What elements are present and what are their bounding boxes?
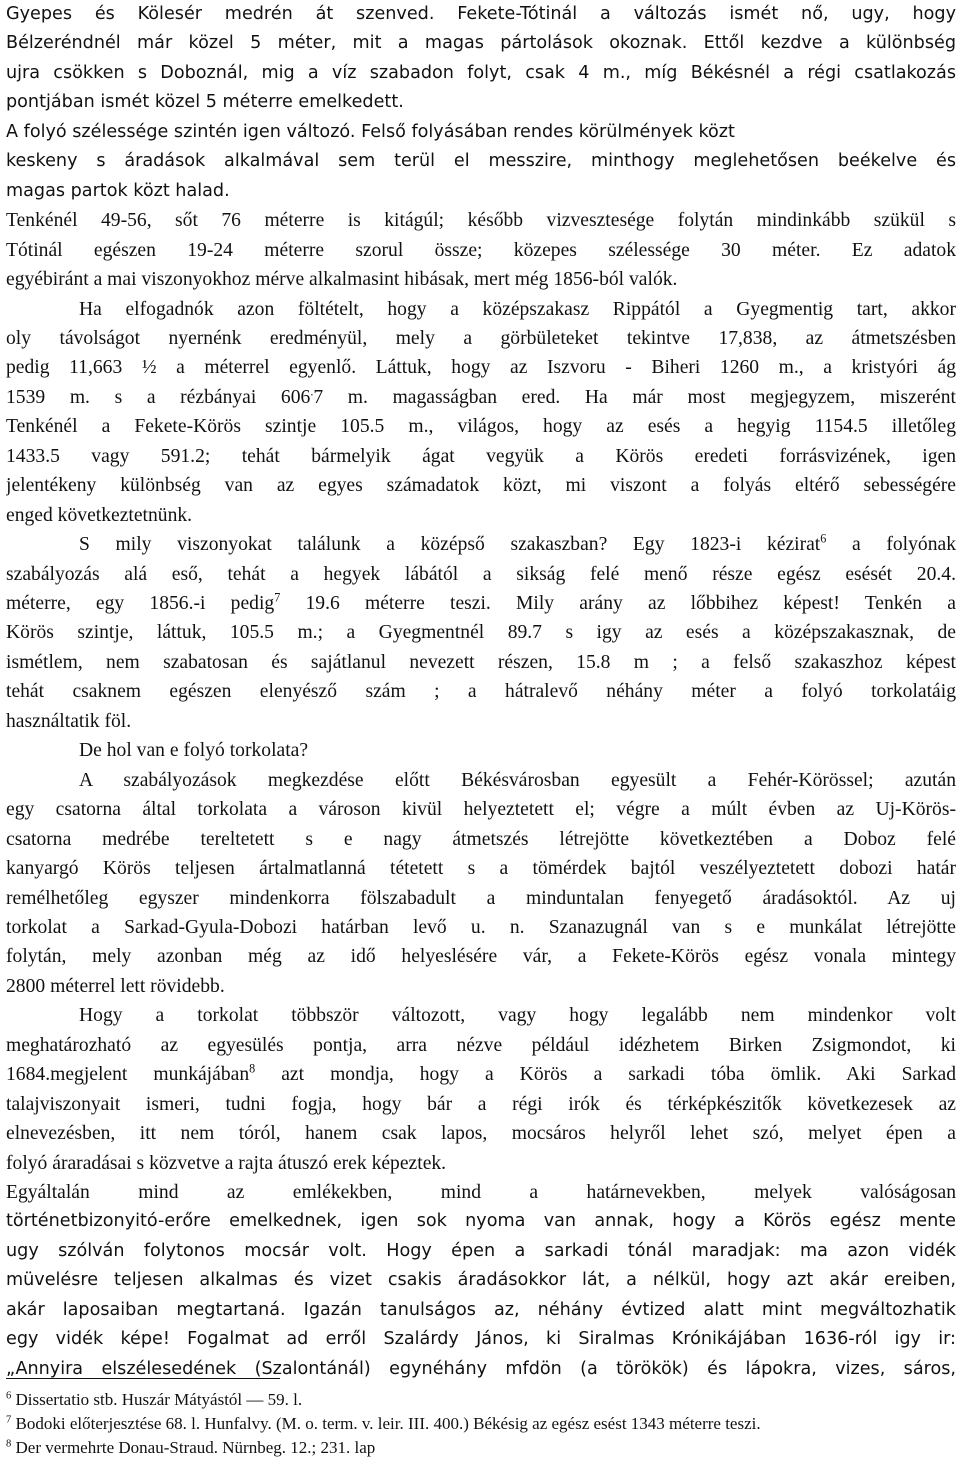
- text-line: [6, 795, 956, 824]
- text-run: folytán, mely azonban még az idő helyeslésére vár, a Fekete-Körös egész vonala mintegy: [6, 946, 956, 968]
- text-run: pedig 11,663 ½ a méterrel egyenlő. Láttuk, hogy az Iszvoru - Biheri 1260 m., a kristyóri ág: [6, 357, 956, 379]
- footnote-number: 7: [6, 1414, 12, 1426]
- text-line: [6, 1031, 956, 1060]
- text-run: egy vidék képe! Fogalmat ad erről Szalárdy János, ki Siralmas Krónikájában 1636-ról igy ir:: [6, 1329, 956, 1350]
- text-run: Bélzeréndnél már közel 5 méter, mit a magas pártolások okoznak. Ettől kezdve a különbség: [6, 33, 956, 54]
- text-run: 19.6 méterre teszi. Mily arány az lőbbihez képest! Tenkén a: [280, 593, 956, 614]
- text-run: oly távolságot nyernénk eredményül, mely a görbületeket tekintve 17,838, az átmetszésben: [6, 327, 956, 349]
- text-line: [6, 1060, 956, 1089]
- text-line: [6, 854, 956, 883]
- text-run: ismétlem, nem szabatosan és sajátlanul nevezett részen, 15.8 m ; a felső szakaszhoz képest: [6, 651, 956, 673]
- footnote-ref: 7: [274, 590, 281, 605]
- text-run: torkolat a Sarkad-Gyula-Dobozi határban levő u. n. Szanazugnál van s e munkálat létrejötte: [6, 916, 956, 938]
- text-line: [6, 29, 956, 58]
- text-line: [6, 1178, 956, 1207]
- text-run: De hol van e folyó torkolata?: [79, 740, 309, 762]
- text-line: [6, 589, 956, 618]
- text-line: [6, 206, 956, 235]
- text-line: [6, 295, 956, 324]
- text-line: [6, 324, 956, 353]
- text-line: [6, 648, 956, 677]
- text-run: „Annyira elszélesedének (Szalontánál) egynéhány mfdön (a törökök) és lápokra, vizes, sáros,: [6, 1358, 956, 1379]
- text-line: [6, 471, 956, 500]
- text-line: [6, 1090, 956, 1119]
- text-line: [6, 442, 956, 471]
- text-run: Tenkénél a Fekete-Körös szintje 105.5 m., világos, hogy az esés a hegyig 1154.5 illetőleg: [6, 416, 956, 438]
- footnote-text: Dissertatio stb. Huszár Mátyástól — 59. l.: [11, 1390, 303, 1409]
- text-run: müvelésre teljesen alkalmas és vizet csakis áradásokkor lát, a nélkül, hogy azt akár ereiben,: [6, 1270, 956, 1291]
- text-run: azt mondja, hogy a Körös a sarkadi tóba ömlik. Aki Sarkad: [255, 1064, 956, 1086]
- text-line: [6, 736, 956, 765]
- text-run: méterre, egy 1856.-i pedig: [6, 593, 275, 614]
- text-run: 2800 méterrel lett rövidebb.: [6, 975, 225, 997]
- text-line: [6, 0, 956, 29]
- text-line: [6, 265, 956, 294]
- footnote-text: Bodoki előterjesztése 68. l. Hunfalvy. (M. o. term. v. leir. III. 400.) Békésig az egész esést 1343 méterre teszi.: [11, 1414, 761, 1433]
- text-line: [6, 1266, 956, 1295]
- text-run: kanyargó Körös teljesen ártalmatlanná tétetett s a tömérdek bajtól veszélyeztetett dobozi határ: [6, 858, 956, 880]
- text-run: remélhetőleg egyszer mindenkorra fölszabadult a minduntalan fenyegető áradásoktól. Az uj: [6, 887, 956, 909]
- text-line: [6, 766, 956, 795]
- text-run: Ha elfogadnók azon föltételt, hogy a középszakasz Rippától a Gyegmentig tart, akkor: [79, 298, 956, 320]
- text-run: magas partok közt halad.: [6, 180, 230, 201]
- text-run: S mily viszonyokat találunk a középső szakaszban? Egy 1823-i kézirat: [79, 534, 821, 556]
- text-run: Hogy a torkolat többször változott, vagy hogy legalább nem mindenkor volt: [79, 1005, 956, 1027]
- text-run: szabályozás alá eső, tehát a hegyek lábától a sikság felé menő része egész esését 20.4.: [6, 563, 956, 585]
- footnote: [6, 1436, 375, 1460]
- text-line: [6, 118, 956, 147]
- text-line: [6, 501, 956, 530]
- text-line: [6, 236, 956, 265]
- text-line: [6, 1355, 956, 1384]
- text-run: Körös szintje, láttuk, 105.5 m.; a Gyegmentnél 89.7 s igy az esés a középszakasznak, de: [6, 622, 956, 644]
- text-line: [6, 560, 956, 589]
- text-line: [6, 1296, 956, 1325]
- text-run: 1684.megjelent munkájában: [6, 1064, 250, 1086]
- text-run: jelentékeny különbség van az egyes számadatok közt, mi viszont a folyás eltérő sebességére: [6, 475, 956, 497]
- text-run: használtatik föl.: [6, 710, 132, 732]
- text-line: [6, 353, 956, 382]
- footnote-number: 6: [6, 1390, 12, 1402]
- text-run: A folyó szélessége szintén igen változó. Felső folyásában rendes körülmények közt: [6, 121, 735, 142]
- text-run: Tótinál egészen 19-24 méterre szorul össze; közepes szélessége 30 méter. Ez adatok: [6, 239, 956, 261]
- text-line: [6, 825, 956, 854]
- text-run: enged következtetnünk.: [6, 504, 193, 526]
- text-run: talajviszonyait ismeri, tudni fogja, hogy bár a régi irók és térképkészitők következesek az: [6, 1093, 956, 1115]
- text-line: [6, 177, 956, 206]
- text-line: [6, 618, 956, 647]
- text-run: tehát csaknem egészen elenyésző szám ; a hátralevő néhány méter a folyó torkolatáig: [6, 681, 956, 703]
- text-line: [6, 147, 956, 176]
- text-line: [6, 1149, 956, 1178]
- footnote-ref: 8: [249, 1061, 256, 1076]
- text-run: Tenkénél 49-56, sőt 76 méterre is kitágúl; később vizvesztesége folytán mindinkább szükül s: [6, 210, 956, 232]
- text-line: [6, 972, 956, 1001]
- text-run: történetbizonyitó-erőre emelkednek, igen sok nyoma van annak, hogy a Körös egész mente: [6, 1211, 956, 1232]
- text-run: akár laposaiban megtartaná. Igazán tanulságos az, néhány évtized alatt mint megváltozhatik: [6, 1299, 956, 1320]
- footnote: [6, 1412, 761, 1436]
- text-run: folyó áraradásai s közvetve a rajta átuszó erek képeztek.: [6, 1152, 447, 1174]
- text-line: [6, 88, 956, 117]
- footnote-text: Der vermehrte Donau-Straud. Nürnbeg. 12.; 231. lap: [11, 1438, 376, 1457]
- footnote-number: 8: [6, 1438, 12, 1450]
- text-run: meghatározható az egyesülés pontja, arra nézve például idézhetem Birken Zsigmondot, ki: [6, 1034, 956, 1056]
- text-line: [6, 1207, 956, 1236]
- text-run: 1433.5 vagy 591.2; tehát bármelyik ágat vegyük a Körös eredeti forrásvizének, igen: [6, 445, 956, 467]
- text-run: A szabályozások megkezdése előtt Békésvárosban egyesült a Fehér-Körössel; azután: [79, 769, 956, 791]
- text-run: egy csatorna által torkolata a városon kivül helyeztetett el; végre a múlt évben az Uj-Körös-: [6, 799, 956, 821]
- text-line: [6, 913, 956, 942]
- text-run: 7 m. magasságban ered. Ha már most megjegyzem, miszerént: [313, 386, 956, 408]
- text-run: pontjában ismét közel 5 méterre emelkedett.: [6, 92, 404, 113]
- text-line: [6, 884, 956, 913]
- text-run: csatorna medrébe tereltetett s e nagy átmetszés létrejötte következtében a Doboz felé: [6, 828, 956, 850]
- text-line: [6, 707, 956, 736]
- text-run: ujra csökken s Doboznál, mig a víz szabadon folyt, csak 4 m., míg Békésnél a régi csatlakozás: [6, 62, 956, 83]
- text-line: [6, 942, 956, 971]
- text-line: [6, 383, 956, 412]
- text-line: [6, 677, 956, 706]
- text-line: [6, 1325, 956, 1354]
- footnote: [6, 1388, 302, 1412]
- text-line: [6, 1119, 956, 1148]
- footnote-ref: .: [310, 384, 314, 399]
- text-run: 1539 m. s a rézbányai 606: [6, 386, 311, 408]
- text-line: [6, 1237, 956, 1266]
- text-run: elnevezésben, itt nem tóról, hanem csak lapos, mocsáros helyről lehet szó, melyet épen a: [6, 1123, 956, 1145]
- footnote-separator: [6, 1378, 280, 1379]
- text-run: Egyáltalán mind az emlékekben, mind a határnevekben, melyek valóságosan: [6, 1182, 956, 1203]
- text-run: a folyónak: [826, 534, 956, 556]
- text-run: ugy szólván folytonos mocsár volt. Hogy épen a sarkadi tónál maradjak: ma azon vidék: [6, 1240, 956, 1261]
- text-run: egyébiránt a mai viszonyokhoz mérve alkalmasint hibásak, mert még 1856-ból valók.: [6, 269, 678, 291]
- text-line: [6, 412, 956, 441]
- text-run: keskeny s áradások alkalmával sem terül el messzire, minthogy meglehetősen beékelve és: [6, 151, 956, 172]
- text-line: [6, 1001, 956, 1030]
- footnote-ref: 6: [820, 531, 827, 546]
- text-line: [6, 530, 956, 559]
- text-run: Gyepes és Kölesér medrén át szenved. Fekete-Tótinál a változás ismét nő, ugy, hogy: [6, 4, 956, 24]
- text-line: [6, 59, 956, 88]
